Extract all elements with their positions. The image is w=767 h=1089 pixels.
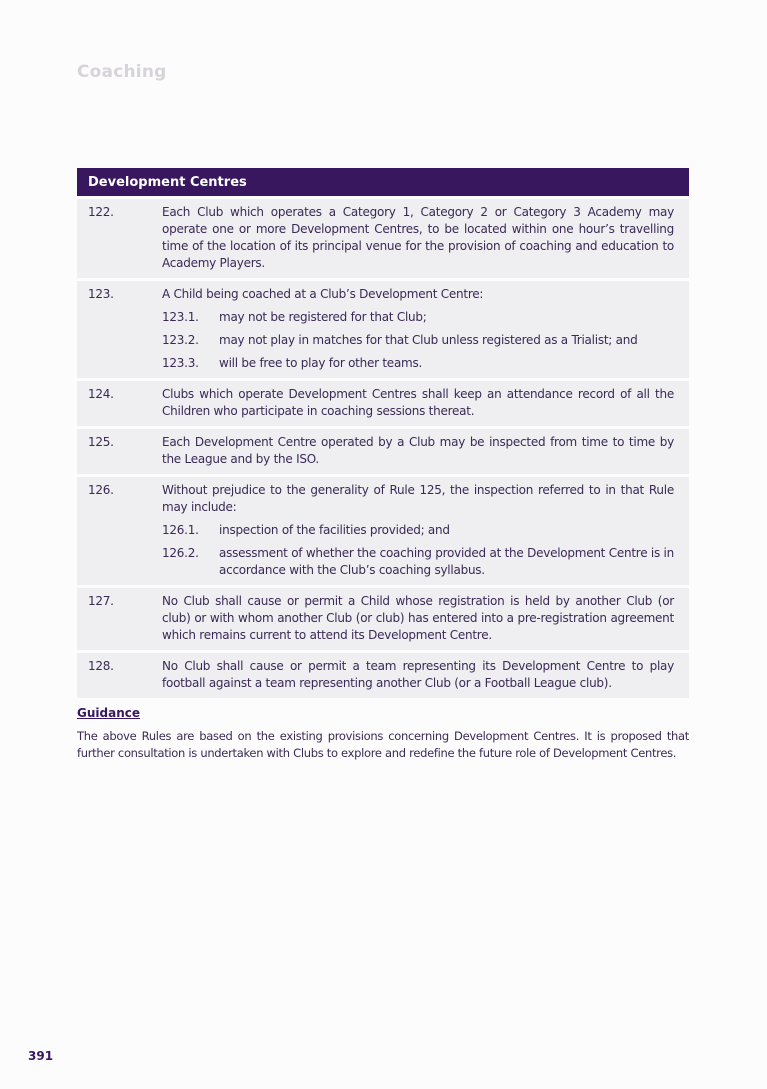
rule-row-125 xyxy=(77,429,689,474)
rule-number: 125. xyxy=(88,435,114,449)
rule-row-127 xyxy=(77,588,689,650)
rule-number: 124. xyxy=(88,387,114,401)
guidance-section xyxy=(77,706,689,761)
sub-rule-number: 123.2. xyxy=(162,333,199,347)
sub-rule-number: 126.1. xyxy=(162,523,199,537)
rule-text: A Child being coached at a Club’s Development Centre: xyxy=(162,287,484,301)
sub-rule-number: 123.1. xyxy=(162,310,199,324)
sub-rule-text: may not be registered for that Club; xyxy=(219,310,427,324)
sub-rule-text: will be free to play for other teams. xyxy=(219,356,423,370)
sub-rule-number: 123.3. xyxy=(162,356,199,370)
rule-row-126 xyxy=(77,477,689,585)
rules-table xyxy=(77,168,689,698)
rule-text: Without prejudice to the generality of Rule 125, the inspection referred to in that Rule may include: xyxy=(162,483,674,514)
rule-number: 128. xyxy=(88,659,114,673)
sub-rule-text: assessment of whether the coaching provided at the Development Centre is in accordance with the Club’s coaching syllabus. xyxy=(219,546,674,577)
rule-row-124 xyxy=(77,381,689,426)
rule-text: No Club shall cause or permit a Child whose registration is held by another Club (or club) or with whom another Club (or club) has entered into a pre-registration agreement which remains current to attend its Development Centre. xyxy=(162,594,674,642)
guidance-text: The above Rules are based on the existing provisions concerning Development Centres. It is proposed that further consultation is undertaken with Clubs to explore and redefine the future role of Development Centres. xyxy=(77,729,689,760)
sub-rule-123-3 xyxy=(162,355,674,372)
rule-text: Each Development Centre operated by a Club may be inspected from time to time by the League and by the ISO. xyxy=(162,435,674,466)
table-header: Development Centres xyxy=(77,168,689,196)
rule-text: Each Club which operates a Category 1, Category 2 or Category 3 Academy may operate one or more Development Centres, to be located within one hour’s travelling time of the location of its principal venue for the provision of coaching and education to Academy Players. xyxy=(162,205,674,270)
page-number: 391 xyxy=(28,1049,54,1063)
sub-rule-126-1 xyxy=(162,522,674,539)
rule-text: No Club shall cause or permit a team representing its Development Centre to play football against a team representing another Club (or a Football League club). xyxy=(162,659,674,690)
sub-rule-126-2 xyxy=(162,545,674,579)
sub-rule-text: inspection of the facilities provided; and xyxy=(219,523,450,537)
sub-rule-123-2 xyxy=(162,332,674,349)
rule-text: Clubs which operate Development Centres shall keep an attendance record of all the Children who participate in coaching sessions thereat. xyxy=(162,387,674,418)
rule-row-122 xyxy=(77,199,689,278)
section-title: Coaching xyxy=(77,62,167,82)
rule-row-123 xyxy=(77,281,689,378)
sub-rule-number: 126.2. xyxy=(162,546,199,560)
sub-rule-123-1 xyxy=(162,309,674,326)
rule-number: 123. xyxy=(88,287,114,301)
rule-row-128 xyxy=(77,653,689,698)
rule-number: 126. xyxy=(88,483,114,497)
rule-number: 122. xyxy=(88,205,114,219)
guidance-title: Guidance xyxy=(77,706,140,720)
sub-rule-text: may not play in matches for that Club unless registered as a Trialist; and xyxy=(219,333,638,347)
rule-number: 127. xyxy=(88,594,114,608)
